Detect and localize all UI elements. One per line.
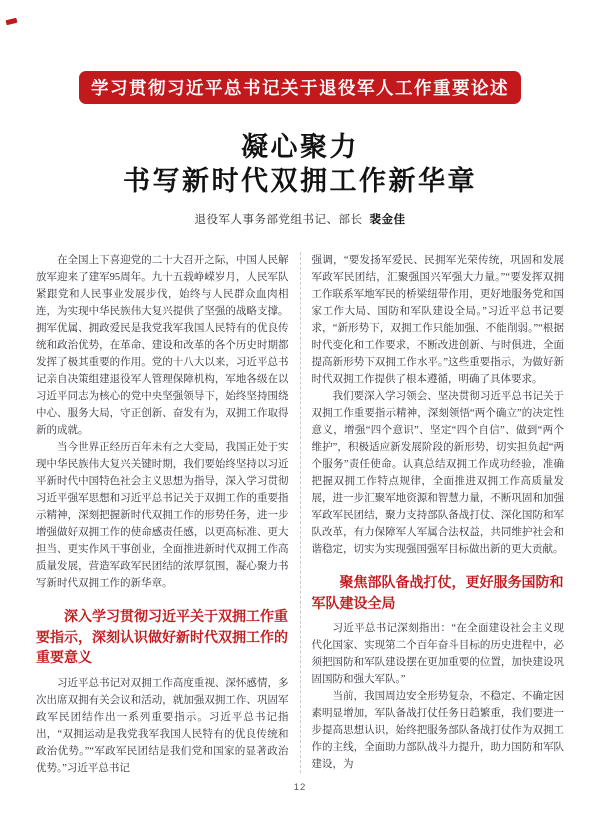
corner-print-mark <box>6 18 18 26</box>
paragraph: 我们要深入学习领会、坚决贯彻习近平总书记关于双拥工作重要指示精神，深刻领悟“两个确立”的决定性意义，增强“四个意识”、坚定“四个自信”、做到“两个维护”，积极适应新发展阶段的新形势，切实担负起“两个服务”责任使命。认真总结双拥工作成功经验，准确把握双拥工作特点规律，全面推进双拥工作高质量发展，进一步汇聚军地资源和智慧力量，不断巩固和加强军政军民团结，聚力支持部队备战打仗、深化国防和军队改革，有力保障军人军属合法权益，共同维护社会和谐稳定，切实为实现强国强军目标做出新的更大贡献。 <box>311 391 564 555</box>
paragraph: 习近平总书记深刻指出：“在全面建设社会主义现代化国家、实现第二个百年奋斗目标的历史进程中，必须把国防和军队建设摆在更加重要的位置，加快建设巩固国防和强大军队。” <box>311 623 564 685</box>
section-banner <box>79 71 521 104</box>
byline <box>0 211 600 227</box>
article-title-line1: 凝心聚力 <box>241 132 359 162</box>
byline-role: 退役军人事务部党组书记、部长 <box>194 214 363 226</box>
section-heading-2: 聚焦部队备战打仗，更好服务国防和军队建设全局 <box>311 574 564 611</box>
left-column <box>36 252 301 773</box>
paragraph-continued: 强调，“要发扬军爱民、民拥军光荣传统，巩固和发展军政军民团结，汇聚强国兴军强大力量。”“要发挥双拥工作联系军地军民的桥梁纽带作用，更好地服务党和国家工作大局、国防和军队建设全局。”习近平总书记要求，“新形势下，双拥工作只能加强、不能削弱。”“根据时代变化和工作要求，不断改进创新、与时俱进，全面提高新形势下双拥工作水平。”这些重要指示，为做好新时代双拥工作提供了根本遵循，明确了具体要求。 <box>311 255 564 385</box>
article-title-line2: 书写新时代双拥工作新华章 <box>123 166 477 196</box>
right-column <box>301 252 565 773</box>
section-banner-text: 学习贯彻习近平总书记关于退役军人工作重要论述 <box>91 78 509 98</box>
article-title <box>0 130 600 198</box>
page-number: 12 <box>293 782 307 793</box>
page-footer <box>0 777 600 795</box>
byline-author-name: 裴金佳 <box>369 214 406 226</box>
paragraph: 在全国上下喜迎党的二十大召开之际，中国人民解放军迎来了建军95周年。九十五载峥嵘岁月，人民军队紧跟党和人民事业发展步伐，始终与人民群众血肉相连，为实现中华民族伟大复兴提供了坚强的战略支撑。拥军优属、拥政爱民是我党我军我国人民特有的优良传统和政治优势，在革命、建设和改革的各个历史时期都发挥了极其重要的作用。党的十八大以来，习近平总书记亲自决策组建退役军人管理保障机构，军地各级在以习近平同志为核心的党中央坚强领导下，始终坚持围绕中心、服务大局，守正创新、奋发有为，双拥工作取得新的成就。 <box>36 255 289 436</box>
paragraph: 当今世界正经历百年未有之大变局，我国正处于实现中华民族伟大复兴关键时期，我们要始终坚持以习近平新时代中国特色社会主义思想为指导，深入学习贯彻习近平强军思想和习近平总书记关于双拥工作的重要指示精神，深刻把握新时代双拥工作的形势任务，进一步增强做好双拥工作的使命感责任感，以更高标准、更大担当、更实作风干事创业，全面推进新时代双拥工作高质量发展，营造军政军民团结的浓厚氛围，凝心聚力书写新时代双拥工作的新华章。 <box>36 442 289 589</box>
paragraph: 习近平总书记对双拥工作高度重视、深怀感情，多次出席双拥有关会议和活动，就加强双拥工作、巩固军政军民团结作出一系列重要指示。习近平总书记指出，“双拥运动是我党我军我国人民特有的优良传统和政治优势。”“军政军民团结是我们党和国家的显著政治优势。”习近平总书记 <box>36 677 289 773</box>
article-body <box>36 252 564 773</box>
paragraph: 当前，我国周边安全形势复杂，不稳定、不确定因素明显增加，军队备战打仗任务日趋繁重，我们要进一步提高思想认识，始终把服务部队备战打仗作为双拥工作的主线，全面助力部队战斗力提升，助力国防和军队建设，为 <box>311 691 564 770</box>
section-heading-1: 深入学习贯彻习近平关于双拥工作重要指示，深刻认识做好新时代双拥工作的重要意义 <box>36 608 288 665</box>
